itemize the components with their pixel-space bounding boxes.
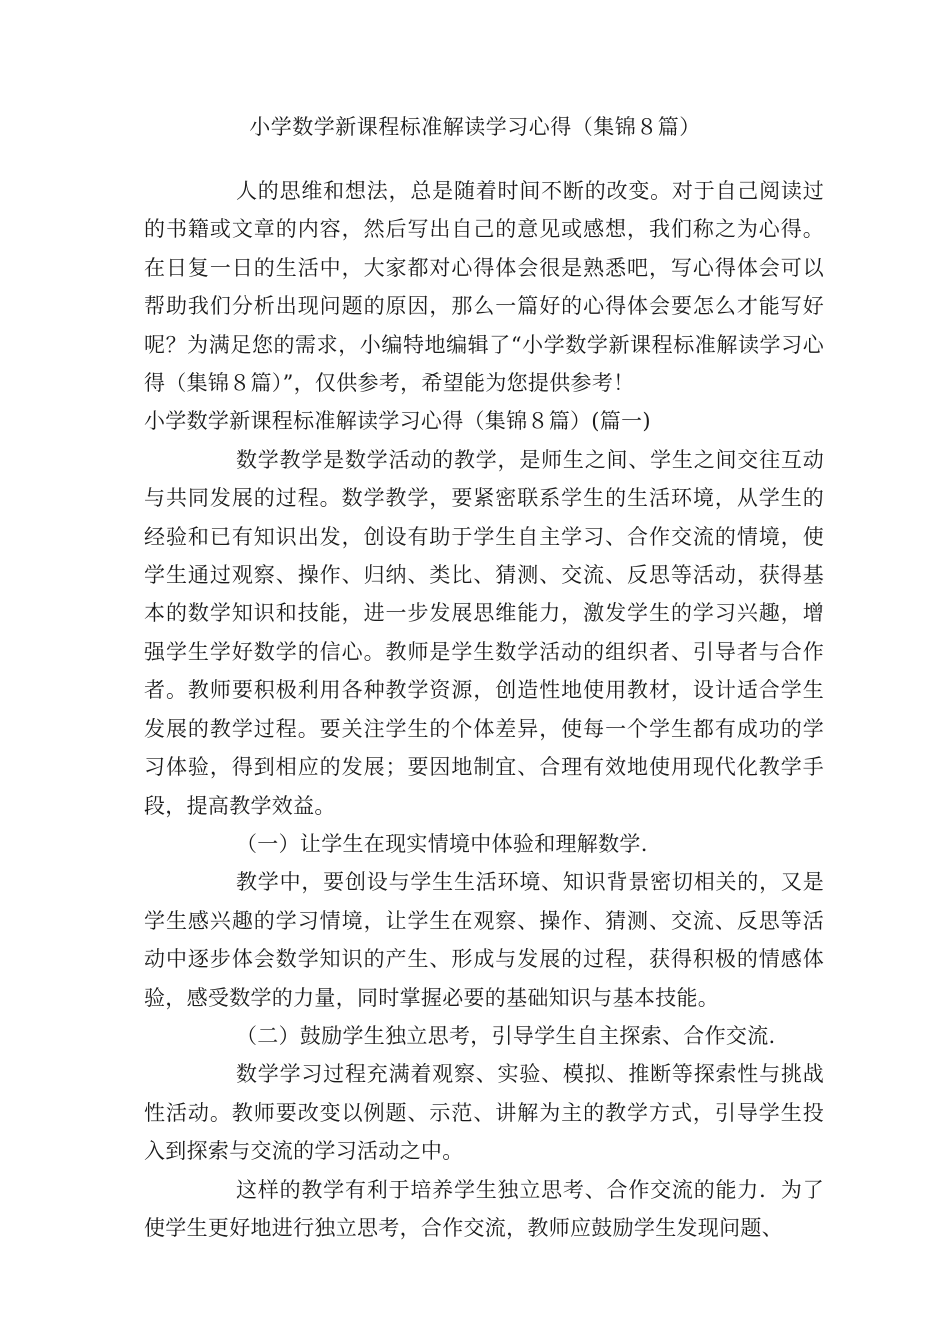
- body-paragraph: 数学教学是数学活动的教学，是师生之间、学生之间交往互动与共同发展的过程。数学教学，要紧密联系学生的生活环境，从学生的经验和已有知识出发，创设有助于学生自主学习、合作交流的情境，使学生通过观察、操作、归纳、类比、猜测、交流、反思等活动，获得基本的数学知识和技能，进一步发展思维能力，激发学生的学习兴趣，增强学生学好数学的信心。教师是学生数学活动的组织者、引导者与合作者。教师要积极利用各种教学资源，创造性地使用教材，设计适合学生发展的教学过程。要关注学生的个体差异，使每一个学生都有成功的学习体验，得到相应的发展；要因地制宜、合理有效地使用现代化教学手段，提高教学效益。: [144, 447, 824, 818]
- section-heading: 小学数学新课程标准解读学习心得（集锦８篇）(篇一): [144, 409, 651, 434]
- subheading: （二）鼓励学生独立思考，引导学生自主探索、合作交流.: [236, 1023, 776, 1048]
- document-title: 小学数学新课程标准解读学习心得（集锦８篇）: [249, 115, 701, 139]
- intro-paragraph: 人的思维和想法，总是随着时间不断的改变。对于自己阅读过的书籍或文章的内容，然后写出自己的意见或感想，我们称之为心得。在日复一日的生活中，大家都对心得体会很是熟悉吧，写心得体会可以帮助我们分析出现问题的原因，那么一篇好的心得体会要怎么才能写好呢？为满足您的需求，小编特地编辑了“小学数学新课程标准解读学习心得（集锦８篇）”，仅供参考，希望能为您提供参考！: [144, 179, 824, 396]
- body-paragraph: 这样的教学有利于培养学生独立思考、合作交流的能力．为了使学生更好地进行独立思考，合作交流，教师应鼓励学生发现问题、: [144, 1177, 824, 1240]
- body-paragraph: 数学学习过程充满着观察、实验、模拟、推断等探索性与挑战性活动。教师要改变以例题、示范、讲解为主的教学方式，引导学生投入到探索与交流的学习活动之中。: [144, 1062, 824, 1164]
- document-body: [144, 172, 824, 1247]
- subheading: （一）让学生在现实情境中体验和理解数学.: [236, 831, 648, 856]
- body-paragraph: 教学中，要创设与学生生活环境、知识背景密切相关的，又是学生感兴趣的学习情境，让学生在观察、操作、猜测、交流、反思等活动中逐步体会数学知识的产生、形成与发展的过程，获得积极的情感体验，感受数学的力量，同时掌握必要的基础知识与基本技能。: [144, 870, 824, 1010]
